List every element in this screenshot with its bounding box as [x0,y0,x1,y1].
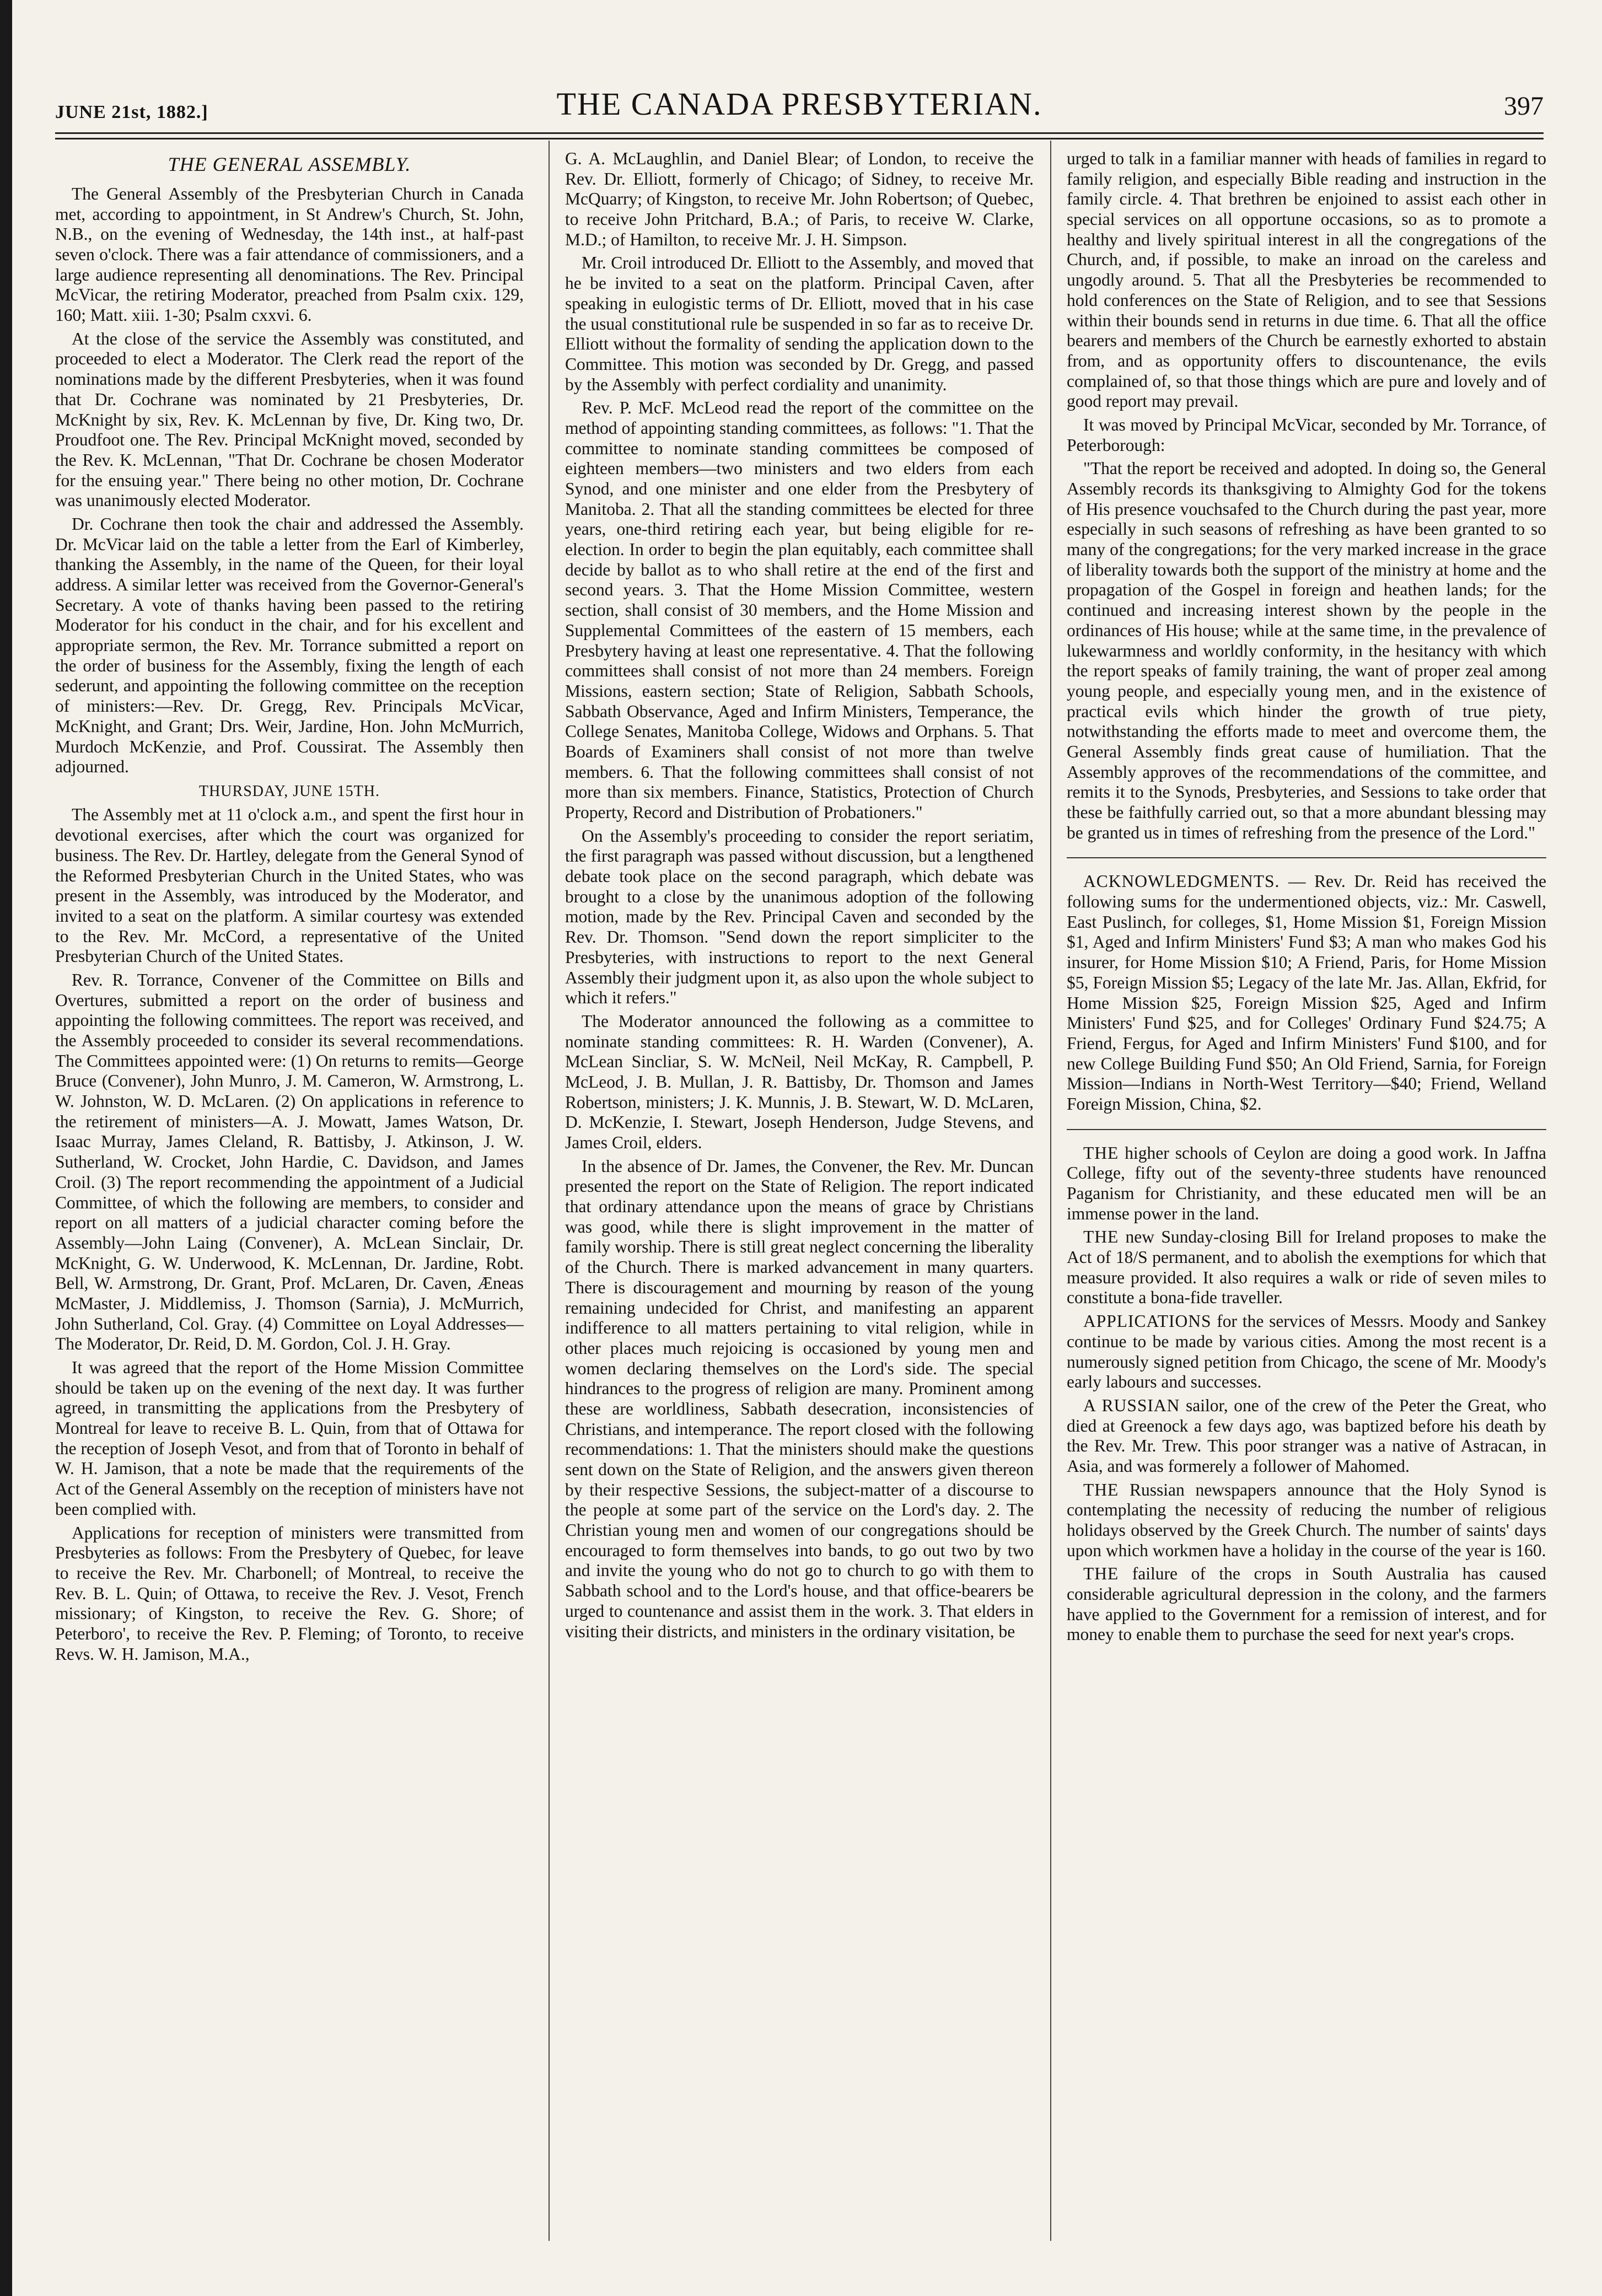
column-divider-2 [1050,141,1051,2241]
article-paragraph: The General Assembly of the Presbyterian Church in Canada met, according to appointment, in St Andrew's Church, St. John, N.B., on the evening of Wednesday, the 14th inst., at half-past seven o'clock. There was a fair attendance of commissioners, and a large audience representing all denominations. The Rev. Principal McVicar, the retiring Moderator, preached from Psalm cxix. 129, 160; Matt. xiii. 1-30; Psalm cxxvi. 6. [55,184,524,325]
news-note [1067,1311,1546,1392]
article-paragraph: Rev. R. Torrance, Convener of the Committee on Bills and Overtures, submitted a report on the order of business and appointing the following committees. The report was received, and the Assembly proceeded to consider its several recommendations. The Committees appointed were: (1) On returns to remits—George Bruce (Convener), John Munro, J. M. Cameron, W. Armstrong, L. W. Johnston, W. D. McLaren. (2) On applications in reference to the retirement of ministers—A. J. Mowatt, James Watson, Dr. Isaac Murray, James Cleland, R. Battisby, J. Atkinson, J. W. Sutherland, W. Crocket, John Hardie, C. Davidson, and James Croil. (3) The report recommending the appointment of a Judicial Committee, of which the following are members, to consider and report on all matters of a judicial character coming before the Assembly—John Laing (Convener), A. McLean Sinclair, Dr. McKnight, G. W. Underwood, K. McLennan, Dr. Jardine, Robt. Bell, W. Armstrong, Dr. Grant, Prof. McLaren, Dr. Caven, Æneas McMaster, J. Middlemiss, J. Thomson (Sarnia), J. McMurrich, John Sutherland, Col. Gray. (4) Committee on Loyal Addresses—The Moderator, Dr. Reid, D. M. Gordon, Col. J. H. Gray. [55,970,524,1354]
article-paragraph: The Assembly met at 11 o'clock a.m., and spent the first hour in devotional exercises, after which the court was organized for business. The Rev. Dr. Hartley, delegate from the General Synod of the Reformed Presbyterian Church in the United States, who was present in the Assembly, was introduced by the Moderator, and invited to a seat on the platform. A similar courtesy was extended to the Rev. Mr. McCord, a representative of the United Presbyterian Church of the United States. [55,805,524,966]
article-paragraph: On the Assembly's proceeding to consider the report seriatim, the first paragraph was passed without discussion, but a lengthened debate took place on the second paragraph, which debate was brought to a close by the unanimous adoption of the following motion, made by the Rev. Principal Caven and seconded by the Rev. Dr. Thomson. "Send down the report simpliciter to the Presbyteries, with instructions to report to the next General Assembly their judgment upon it, as also upon the whole subject to which it refers." [565,826,1034,1008]
note-text: Russian newspapers announce that the Holy Synod is contemplating the necessity of reducing the number of religious holidays observed by the Greek Church. The number of saints' days upon which workmen have a holiday in the course of the year is 160. [1067,1480,1546,1560]
acknowledgments-paragraph [1067,872,1546,1114]
article-paragraph: It was agreed that the report of the Home Mission Committee should be taken up on the evening of the next day. It was further agreed, in transmitting the applications from the Presbytery of Montreal for leave to receive B. L. Quin, from that of Ottawa for the reception of Joseph Vesot, and from that of Toronto in behalf of W. H. Jamison, that a note be made that the requirements of the Act of the General Assembly on the reception of ministers have not been complied with. [55,1358,524,1519]
note-lead: APPLICATIONS [1083,1311,1212,1331]
news-note [1067,1396,1546,1477]
section-subheading: THURSDAY, JUNE 15TH. [198,782,380,800]
issue-date: JUNE 21st, 1882.] [55,102,208,122]
news-note [1067,1227,1546,1308]
article-paragraph: "That the report be received and adopted. In doing so, the General Assembly records its thanksgiving to Almighty God for the tokens of His presence vouchsafed to the Church during the past year, more especially in such seasons of refreshing as have been granted to so many of the congregations; for the very marked increase in the grace of liberality towards both the support of the ministry at home and the propagation of the Gospel in foreign and heathen lands; for the continued and increasing interest shown by the people in the ordinances of His house; while at the same time, in the prevalence of lukewarmness and worldly conformity, in the hesitancy with which the report speaks of family training, the want of proper zeal among young people, and especially young men, and in the existence of practical evils which hinder the growth of true piety, notwithstanding the efforts made to meet and overcome them, the General Assembly finds great cause of humiliation. That the Assembly approves of the recommendations of the committee, and remits it to the Synods, Presbyteries, and Sessions to take order that these be faithfully carried out, so that a more abundant blessing may be granted us in times of refreshing from the presence of the Lord." [1067,459,1546,842]
note-text: sailor, one of the crew of the Peter the Great, who died at Greenock a few days ago, was baptized before his death by the Rev. Mr. Trew. This poor stranger was a native of Astracan, in Asia, and was formerely a follower of Mahomed. [1067,1395,1546,1476]
note-lead: THE [1083,1564,1119,1584]
section-divider [1067,857,1546,858]
acknowledgments-text: — Rev. Dr. Reid has received the following sums for the undermentioned objects, viz.: Mr. Caswell, East Puslinch, for colleges, $1, Home Mission $1, Foreign Mission $1, Aged and Infirm Ministers' Fund $3; A man who makes God his insurer, for Home Mission $10; A Friend, Paris, for Home Mission $5, Foreign Mission $5; Legacy of the late Mr. Jas. Allan, Ekfrid, for Home Mission $25, Foreign Mission $25, Aged and Infirm Ministers' Fund $25, and for Colleges' Ordinary Fund $24.75; A Friend, Fergus, for Aged and Infirm Ministers' Fund $100, and for new College Building Fund $50; An Old Friend, Sarnia, for Foreign Mission—Indians in North-West Territory—$40; Friend, Welland Foreign Mission, China, $2. [1067,872,1546,1114]
page-number: 397 [1504,92,1544,121]
note-text: for the services of Messrs. Moody and Sankey continue to be made by various cities. Among the most recent is a numerously signed petition from Chicago, the scene of Mr. Moody's early labours and successes. [1067,1311,1546,1392]
article-paragraph: G. A. McLaughlin, and Daniel Blear; of London, to receive the Rev. Dr. Elliott, formerly of Chicago; of Sidney, to receive Mr. McQuarry; of Kingston, to receive Mr. John Robertson; of Quebec, to receive John Pritchard, B.A.; of Paris, to receive W. Clarke, M.D.; of Hamilton, to receive Mr. J. H. Simpson. [565,149,1034,249]
article-paragraph: At the close of the service the Assembly was constituted, and proceeded to elect a Moderator. The Clerk read the report of the nominations made by the different Presbyteries, when it was found that Dr. Cochrane was nominated by 21 Presbyteries, Dr. McKnight by six, Rev. K. McLennan by five, Dr. King two, Dr. Proudfoot one. The Rev. Principal McKnight moved, seconded by the Rev. K. McLennan, "That Dr. Cochrane be chosen Moderator for the ensuing year." There being no other motion, Dr. Cochrane was unanimously elected Moderator. [55,329,524,510]
article-paragraph: Mr. Croil introduced Dr. Elliott to the Assembly, and moved that he be invited to a seat on the platform. Principal Caven, after speaking in eulogistic terms of Dr. Elliott, moved that in his case the usual constitutional rule be suspended in so far as to receive Dr. Elliott without the formality of sending the application down to the Committee. This motion was seconded by Dr. Gregg, and passed by the Assembly with perfect cordiality and unanimity. [565,253,1034,394]
article-paragraph: In the absence of Dr. James, the Convener, the Rev. Mr. Duncan presented the report on the State of Religion. The report indicated that ordinary attendance upon the means of grace by Christians was good, while there is slight improvement in the matter of family worship. There is still great neglect concerning the liberality of the Church. There is marked advancement in many quarters. There is discouragement and mourning by reason of the young remaining undecided for Christ, and manifesting an apparent indifference to all matters pertaining to vital religion, while in other places much rejoicing is occasioned by young men and women declaring themselves on the Lord's side. The special hindrances to the progress of religion are many. Prominent among these are worldliness, Sabbath desecration, inconsistencies of Christians, and intemperance. The report closed with the following recommendations: 1. That the ministers should make the questions sent down on the State of Religion, and the answers given thereon by their respective Sessions, the subject-matter of a discourse to the people at some part of the service on the Lord's day. 2. The Christian young men and women of our congregations should be encouraged to form themselves into bands, to go out two by two and invite the young who do not go to church to go with them to Sabbath school and to the Lord's house, and that office-bearers be urged to countenance and assist them in the work. 3. That elders in visiting their districts, and ministers in the ordinary visitation, be [565,1156,1034,1641]
header-rule-top [55,132,1544,134]
news-note [1067,1480,1546,1561]
article-paragraph: Applications for reception of ministers were transmitted from Presbyteries as follows: From the Presbytery of Quebec, for leave to receive the Rev. Mr. Charbonell; of Montreal, to receive the Rev. B. L. Quin; of Ottawa, to receive the Rev. J. Vesot, French missionary; of Kingston, to receive the Rev. G. Shore; of Peterboro', to receive the Rev. P. Fleming; of Toronto, to receive Revs. W. H. Jamison, M.A., [55,1523,524,1664]
article-paragraph: It was moved by Principal McVicar, seconded by Mr. Torrance, of Peterborough: [1067,415,1546,455]
note-lead: THE [1083,1480,1119,1499]
news-note [1067,1143,1546,1224]
section-divider [1067,1129,1546,1130]
note-text: failure of the crops in South Australia has caused considerable agricultural depression in the colony, and the farmers have applied to the Government for a remission of interest, and for money to enable them to purchase the seed for next year's crops. [1067,1564,1546,1644]
page-header [55,85,1544,135]
page-edge-shadow [0,0,12,2296]
note-text: new Sunday-closing Bill for Ireland proposes to make the Act of 18/S permanent, and to abolish the exemptions for which that measure provided. It also requires a walk or ride of seven miles to constitute a bona-fide traveller. [1067,1227,1546,1308]
article-paragraph: Rev. P. McF. McLeod read the report of the committee on the method of appointing standing committees, as follows: "1. That the committee to nominate standing committees be composed of eighteen members—two ministers and two elders from each Synod, and one minister and one elder from the Presbytery of Manitoba. 2. That all the standing committees be elected for three years, one-third retiring each year, but being eligible for re-election. In order to begin the plan equitably, each committee shall decide by ballot as to who shall retire at the end of the first and second years. 3. That the Home Mission Committee, western section, shall consist of 30 members, and the Home Mission and Supplemental Committees of the eastern of 15 members, each Presbytery having at least one representative. 4. That the following committees shall consist of not more than 24 members. Foreign Missions, eastern section; State of Religion, Sabbath Schools, Sabbath Observance, Aged and Infirm Ministers, Temperance, the College Senates, Manitoba College, Widows and Orphans. 5. That Boards of Examiners shall consist of not more than twelve members. 6. That the following committees shall consist of not more than six members. Finance, Statistics, Protection of Church Property, Record and Distribution of Probationers." [565,398,1034,822]
article-paragraph: Dr. Cochrane then took the chair and addressed the Assembly. Dr. McVicar laid on the table a letter from the Earl of Kimberley, thanking the Assembly, in the name of the Queen, for their loyal address. A similar letter was received from the Governor-General's Secretary. A vote of thanks having been passed to the retiring Moderator for his conduct in the chair, and for his excellent and appropriate sermon, the Rev. Mr. Torrance submitted a report on the order of business for the Assembly, fixing the length of each sederunt, and appointing the following committee on the reception of ministers:—Rev. Dr. Gregg, Rev. Principals McVicar, McKnight, and Grant; Drs. Weir, Jardine, Hon. John McMurrich, Murdoch McKenzie, and Prof. Coussirat. The Assembly then adjourned. [55,514,524,777]
header-rule-bottom [55,138,1544,139]
note-lead: THE [1083,1143,1119,1163]
note-lead: A RUSSIAN [1083,1395,1180,1415]
column-2 [565,149,1034,2241]
note-lead: THE [1083,1227,1119,1247]
news-note [1067,1564,1546,1645]
column-1 [55,149,524,2241]
article-paragraph: The Moderator announced the following as a committee to nominate standing committees: R. H. Warden (Convener), A. McLean Sincliar, S. W. McNeil, Neil McKay, R. Campbell, P. McLeod, J. B. Mullan, J. R. Battisby, Dr. Thomson and James Robertson, ministers; J. K. Munnis, J. B. Stewart, W. D. McLaren, D. McKenzie, I. Stewart, Joseph Henderson, Judge Stevens, and James Croil, elders. [565,1011,1034,1152]
article-title: THE GENERAL ASSEMBLY. [168,153,411,175]
acknowledgments-lead: ACKNOWLEDGMENTS. [1083,872,1280,891]
note-text: higher schools of Ceylon are doing a good work. In Jaffna College, fifty out of the seventy-three students have renounced Paganism for Christianity, and these educated men will be an immense power in the land. [1067,1143,1546,1223]
newspaper-title: THE CANADA PRESBYTERIAN. [556,86,1042,122]
column-3 [1067,149,1546,2241]
article-paragraph: urged to talk in a familiar manner with heads of families in regard to family religion, and especially Bible reading and instruction in the family circle. 4. That brethren be enjoined to assist each other in special services on all opportune occasions, so as to promote a healthy and lively spiritual interest in all the congregations of the Church, and, if possible, to make an inroad on the careless and ungodly around. 5. That all the Presbyteries be recommended to hold conferences on the State of Religion, and to see that Sessions within their bounds send in returns in due time. 6. That all the office bearers and members of the Church be earnestly exhorted to abstain from, and as opportunity offers to discountenance, the evils complained of, so that those things which are pure and lovely and of good report may prevail. [1067,149,1546,411]
column-divider-1 [549,141,550,2241]
